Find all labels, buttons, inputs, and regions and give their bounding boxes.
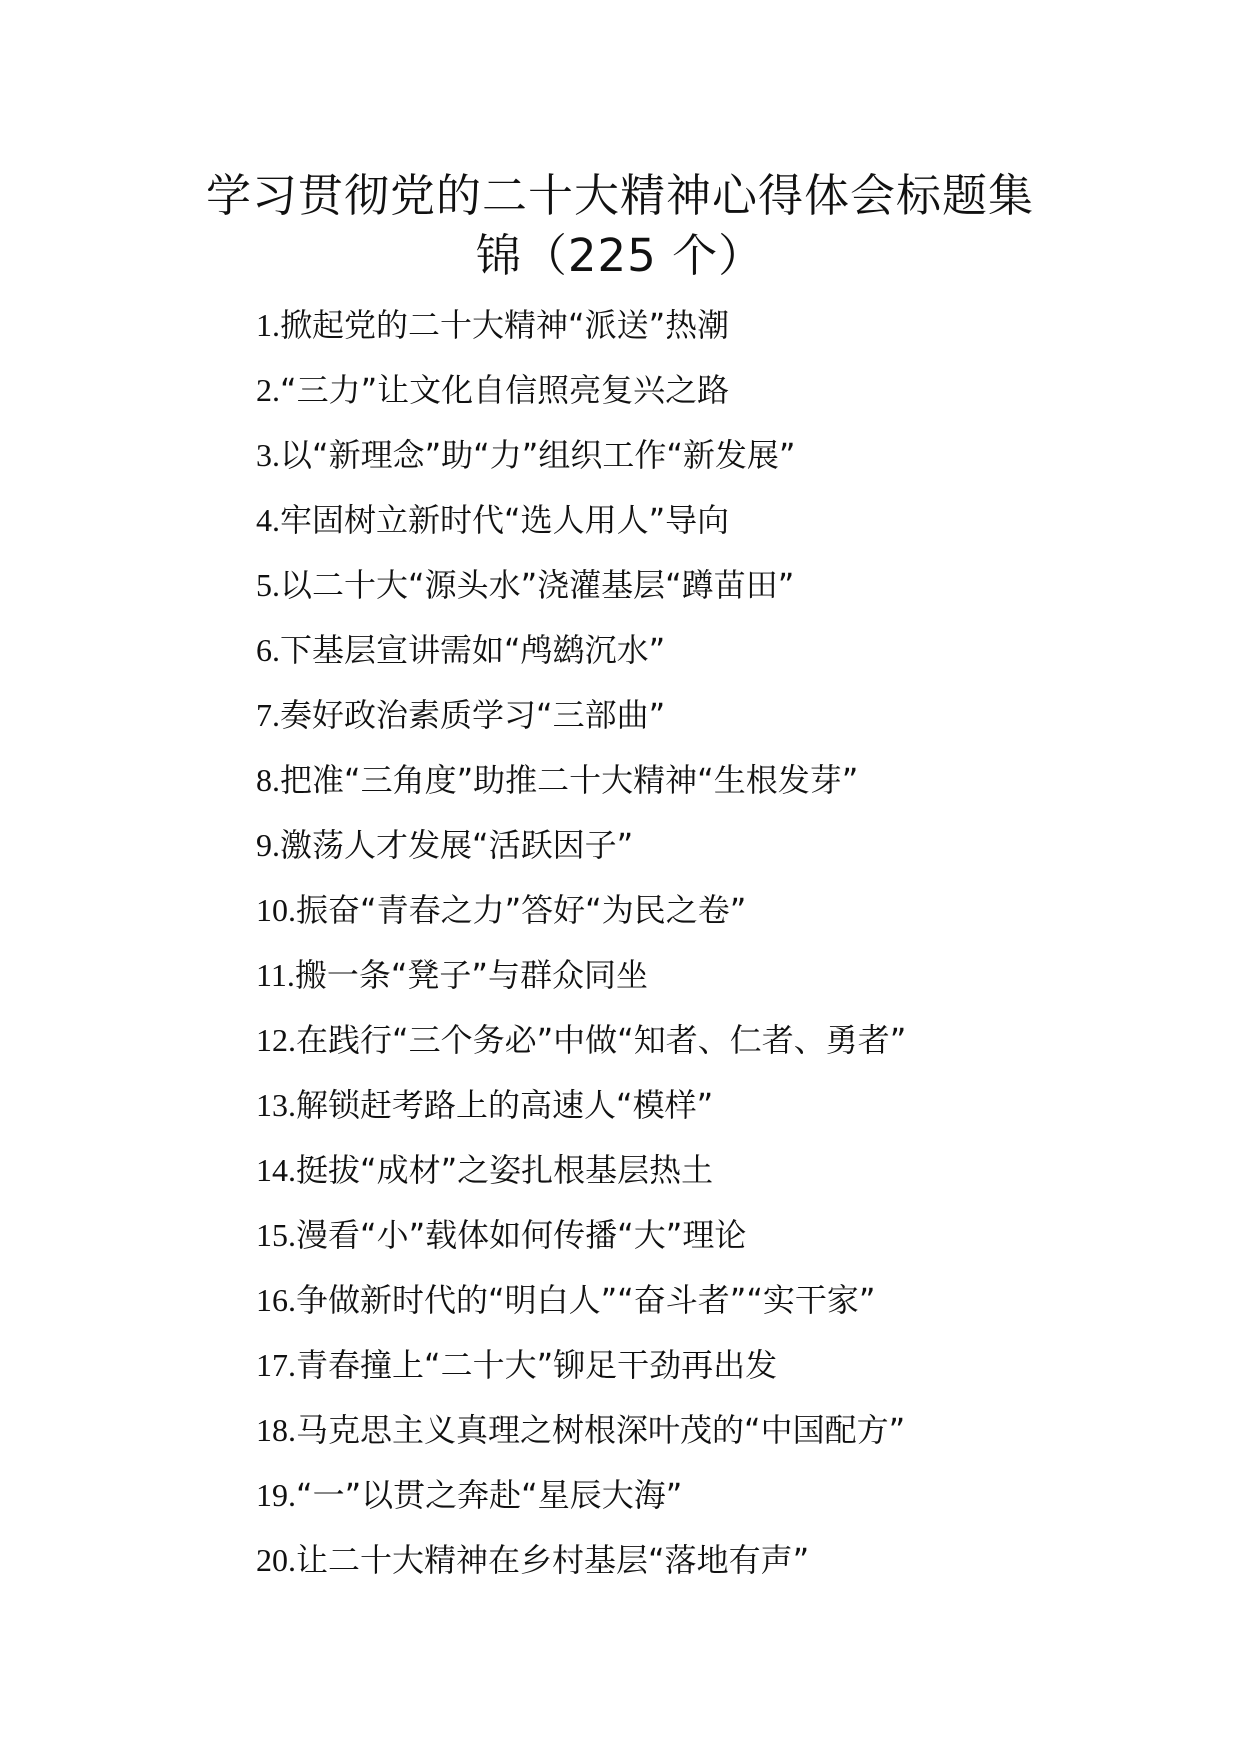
list-item-text: 搬一条“凳子”与群众同坐 bbox=[294, 956, 648, 994]
list-item-number: 5. bbox=[256, 567, 280, 603]
list-item-number: 6. bbox=[256, 632, 280, 668]
list-item-number: 14. bbox=[256, 1152, 296, 1188]
list-item-number: 7. bbox=[256, 697, 280, 733]
list-item-text: “一”以贯之奔赴“星辰大海” bbox=[296, 1476, 683, 1514]
list-item-number: 12. bbox=[256, 1022, 296, 1058]
list-item-number: 19. bbox=[256, 1477, 296, 1513]
list-item bbox=[256, 628, 906, 693]
list-item bbox=[256, 1538, 906, 1603]
title-line-1: 学习贯彻党的二十大精神心得体会标题集 bbox=[205, 169, 1034, 222]
list-item-text: 以“新理念”助“力”组织工作“新发展” bbox=[280, 436, 796, 474]
headline-list bbox=[256, 303, 906, 1603]
list-item bbox=[256, 433, 906, 498]
list-item-text: 马克思主义真理之树根深叶茂的“中国配方” bbox=[296, 1411, 906, 1449]
list-item-number: 3. bbox=[256, 437, 280, 473]
list-item-text: 在践行“三个务必”中做“知者、仁者、勇者” bbox=[296, 1021, 907, 1059]
list-item bbox=[256, 758, 906, 823]
list-item-number: 2. bbox=[256, 372, 280, 408]
list-item-text: 下基层宣讲需如“鸬鹚沉水” bbox=[280, 631, 666, 669]
list-item-text: 振奋“青春之力”答好“为民之卷” bbox=[296, 891, 747, 929]
list-item-number: 17. bbox=[256, 1347, 296, 1383]
list-item bbox=[256, 953, 906, 1018]
list-item-number: 11. bbox=[256, 957, 295, 993]
list-item bbox=[256, 1213, 906, 1278]
list-item-text: 奏好政治素质学习“三部曲” bbox=[280, 696, 666, 734]
list-item bbox=[256, 693, 906, 758]
title-line-2: 锦（225 个） bbox=[475, 229, 765, 282]
list-item bbox=[256, 368, 906, 433]
list-item-text: 挺拔“成材”之姿扎根基层热土 bbox=[296, 1151, 714, 1189]
list-item-number: 10. bbox=[256, 892, 296, 928]
list-item-number: 18. bbox=[256, 1412, 296, 1448]
list-item bbox=[256, 1278, 906, 1343]
list-item bbox=[256, 1343, 906, 1408]
list-item bbox=[256, 823, 906, 888]
list-item-text: 让二十大精神在乡村基层“落地有声” bbox=[296, 1541, 810, 1579]
list-item bbox=[256, 1083, 906, 1148]
list-item-number: 16. bbox=[256, 1282, 296, 1318]
list-item bbox=[256, 1408, 906, 1473]
list-item-text: 掀起党的二十大精神“派送”热潮 bbox=[280, 306, 730, 344]
list-item-text: 争做新时代的“明白人”“奋斗者”“实干家” bbox=[296, 1281, 876, 1319]
list-item bbox=[256, 303, 906, 368]
list-item bbox=[256, 888, 906, 953]
list-item bbox=[256, 498, 906, 563]
list-item bbox=[256, 1473, 906, 1538]
list-item-text: 牢固树立新时代“选人用人”导向 bbox=[280, 501, 730, 539]
list-item bbox=[256, 1018, 906, 1083]
list-item-number: 13. bbox=[256, 1087, 296, 1123]
list-item-text: 青春撞上“二十大”铆足干劲再出发 bbox=[296, 1346, 778, 1384]
list-item-text: 漫看“小”载体如何传播“大”理论 bbox=[296, 1216, 747, 1254]
list-item-text: 激荡人才发展“活跃因子” bbox=[280, 826, 634, 864]
list-item-text: “三力”让文化自信照亮复兴之路 bbox=[280, 371, 730, 409]
document-title bbox=[150, 166, 1090, 286]
list-item-text: 以二十大“源头水”浇灌基层“蹲苗田” bbox=[280, 566, 795, 604]
list-item-number: 20. bbox=[256, 1542, 296, 1578]
list-item-number: 8. bbox=[256, 762, 280, 798]
list-item-number: 9. bbox=[256, 827, 280, 863]
list-item bbox=[256, 563, 906, 628]
list-item-number: 15. bbox=[256, 1217, 296, 1253]
list-item-text: 解锁赶考路上的高速人“模样” bbox=[296, 1086, 714, 1124]
list-item-number: 1. bbox=[256, 307, 280, 343]
list-item bbox=[256, 1148, 906, 1213]
list-item-text: 把准“三角度”助推二十大精神“生根发芽” bbox=[280, 761, 859, 799]
list-item-number: 4. bbox=[256, 502, 280, 538]
